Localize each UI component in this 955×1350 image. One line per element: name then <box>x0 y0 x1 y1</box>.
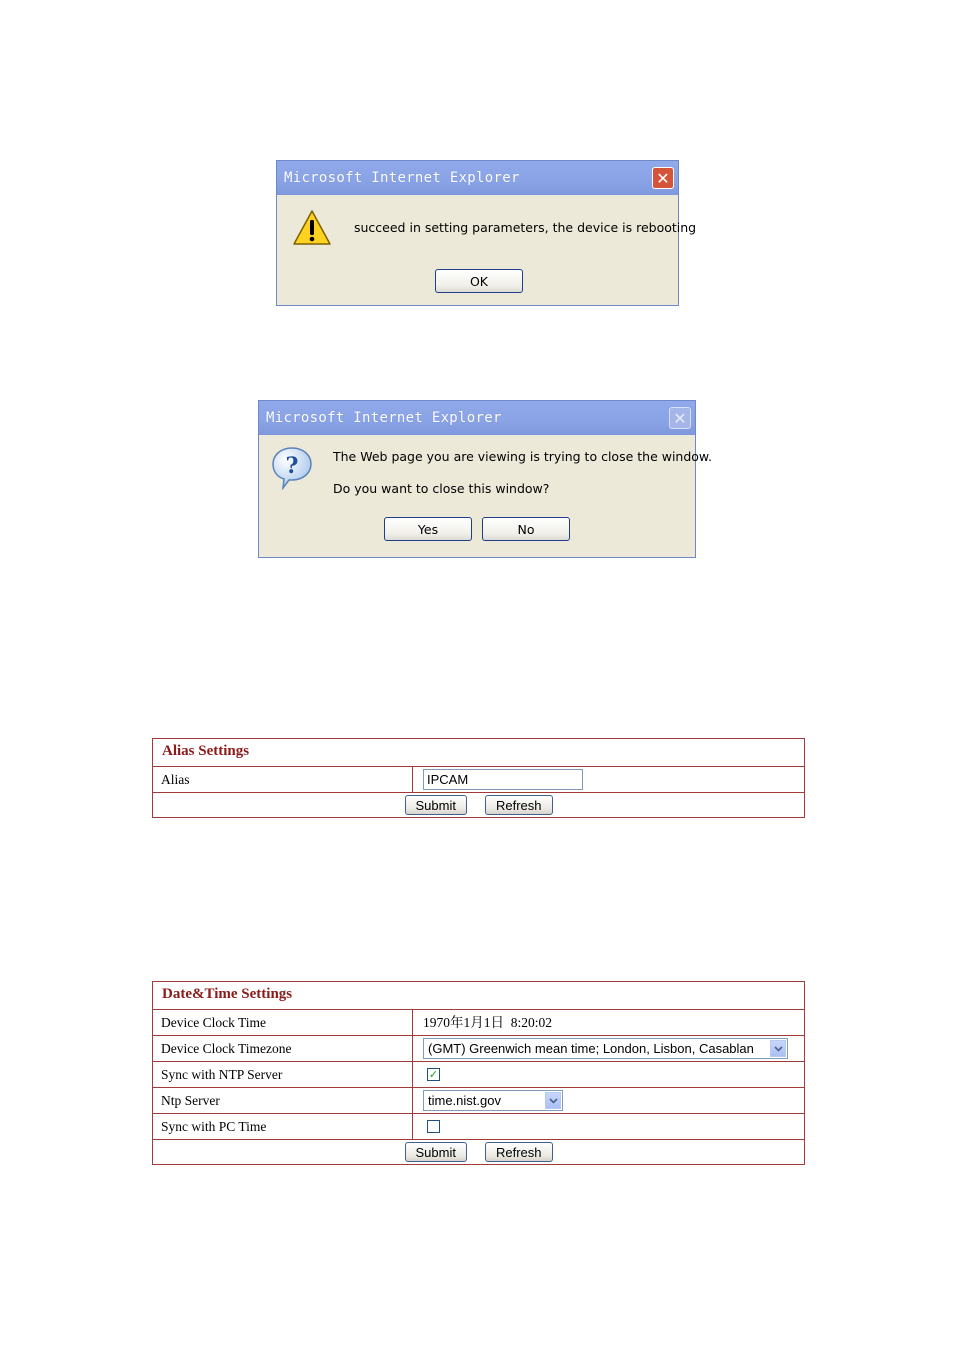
sync-pc-time-label: Sync with PC Time <box>153 1114 413 1139</box>
button-group <box>153 793 804 817</box>
sync-pc-time-checkbox[interactable] <box>427 1120 440 1133</box>
alias-settings-panel <box>152 738 805 818</box>
device-clock-time-cell <box>413 1010 804 1035</box>
button-row <box>153 1139 804 1164</box>
submit-button[interactable]: Submit <box>405 1142 467 1162</box>
timezone-select[interactable] <box>423 1038 788 1059</box>
device-clock-time-row <box>153 1009 804 1035</box>
datetime-settings-panel <box>152 981 805 1165</box>
no-button[interactable]: No <box>482 517 570 541</box>
refresh-button[interactable]: Refresh <box>485 795 553 815</box>
dialog-message-line1: The Web page you are viewing is trying to close the window. <box>333 449 712 464</box>
ntp-server-row <box>153 1087 804 1113</box>
chevron-down-icon[interactable] <box>545 1092 561 1109</box>
alias-input[interactable]: IPCAM <box>423 769 583 790</box>
sync-ntp-row <box>153 1061 804 1087</box>
alias-row <box>153 766 804 792</box>
dialog-title: Microsoft Internet Explorer <box>266 410 502 426</box>
ntp-server-cell <box>413 1088 804 1113</box>
panel-title: Date&Time Settings <box>162 986 293 1002</box>
dialog-title: Microsoft Internet Explorer <box>284 170 520 186</box>
alias-value-cell <box>413 767 804 792</box>
close-icon[interactable]: ✕ <box>669 407 691 429</box>
alert-dialog-rebooting <box>276 160 697 306</box>
button-group <box>153 1140 804 1164</box>
panel-header <box>153 739 804 766</box>
dialog-titlebar[interactable] <box>259 401 695 435</box>
ok-button[interactable]: OK <box>435 269 523 293</box>
sync-pc-time-row <box>153 1113 804 1139</box>
device-clock-time-value: 1970年1月1日 8:20:02 <box>423 1015 553 1030</box>
alias-label: Alias <box>153 767 413 792</box>
panel-header <box>153 982 804 1009</box>
sync-ntp-label: Sync with NTP Server <box>153 1062 413 1087</box>
ntp-server-label: Ntp Server <box>153 1088 413 1113</box>
question-icon <box>271 446 313 490</box>
yes-button[interactable]: Yes <box>384 517 472 541</box>
svg-text:?: ? <box>285 453 299 479</box>
warning-icon <box>292 209 332 247</box>
dialog-message: succeed in setting parameters, the device is rebooting <box>354 220 697 235</box>
dialog-titlebar[interactable] <box>277 161 678 195</box>
ntp-server-select[interactable] <box>423 1090 563 1111</box>
chevron-down-icon[interactable] <box>770 1040 786 1057</box>
refresh-button[interactable]: Refresh <box>485 1142 553 1162</box>
device-clock-timezone-row <box>153 1035 804 1061</box>
submit-button[interactable]: Submit <box>405 795 467 815</box>
panel-title: Alias Settings <box>162 743 250 759</box>
dialog-message-line2: Do you want to close this window? <box>333 481 550 496</box>
button-row <box>153 792 804 817</box>
sync-ntp-cell <box>413 1062 804 1087</box>
sync-ntp-checkbox[interactable]: ✓ <box>428 1068 439 1081</box>
confirm-close-dialog <box>258 400 712 558</box>
close-icon[interactable]: ✕ <box>652 167 674 189</box>
device-clock-time-label: Device Clock Time <box>153 1010 413 1035</box>
sync-pc-time-cell <box>413 1114 804 1139</box>
device-clock-timezone-cell <box>413 1036 804 1061</box>
device-clock-timezone-label: Device Clock Timezone <box>153 1036 413 1061</box>
timezone-select-value: (GMT) Greenwich mean time; London, Lisbon, Casablan <box>428 1041 754 1056</box>
ntp-server-select-value: time.nist.gov <box>428 1093 501 1108</box>
